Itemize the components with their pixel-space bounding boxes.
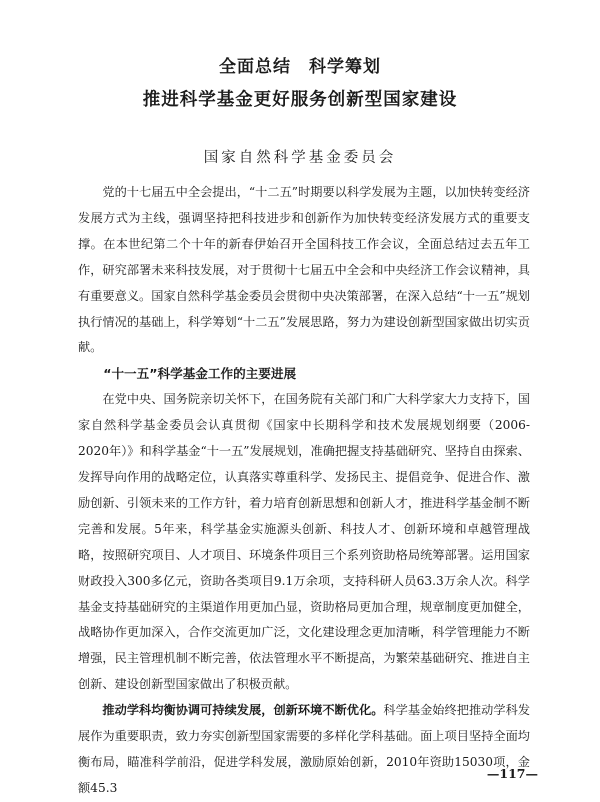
page-number: —117— — [486, 766, 538, 781]
paragraph-lead: 推动学科均衡协调可持续发展，创新环境不断优化。 — [102, 703, 384, 718]
article-body — [78, 180, 530, 802]
author: 国家自然科学基金委员会 — [203, 150, 397, 166]
paragraph-intro: 党的十七届五中全会提出，“十二五”时期要以科学发展为主题，以加快转变经济发展方式为主线，强调坚持把科技进步和创新作为加快转变经济发展方式的重要支撑。在本世纪第二个十年的新春伊始召开全国科技工作会议，全面总结过去五年工作，研究部署未来科技发展，对于贯彻十七届五中全会和中央经济工作会议精神，具有重要意义。国家自然科学基金委员会贯彻中央决策部署，在深入总结“十一五”规划执行情况的基础上，科学筹划“十二五”发展思路，努力为建设创新型国家做出切实贡献。 — [78, 185, 530, 355]
section-heading: “十一五”科学基金工作的主要进展 — [103, 366, 297, 382]
paragraph-progress: 在党中央、国务院亲切关怀下，在国务院有关部门和广大科学家大力支持下，国家自然科学基金委员会认真贯彻《国家中长期科学和技术发展规划纲要（2006-2020年）》和科学基金“十一五”发展规划，准确把握支持基础研究、坚持自由探索、发挥导向作用的战略定位，认真落实尊重科学、发扬民主、提倡竞争、促进合作、激励创新、引领未来的工作方针，着力培育创新思想和创新人才，推进科学基金制不断完善和发展。5年来，科学基金实施源头创新、科技人才、创新环境和卓越管理战略，按照研究项目、人才项目、环境条件项目三个系列资助格局统筹部署。运用国家财政投入300多亿元，资助各类项目9.1万余项，支持科研人员63.3万余人次。科学基金支持基础研究的主渠道作用更加凸显，资助格局更加合理，规章制度更加健全，战略协作更加深入，合作交流更加广泛，文化建设理念更加清晰，科学管理能力不断增强，民主管理机制不断完善，依法管理水平不断提高，为繁荣基础研究、推进自主创新、建设创新型国家做出了积极贡献。 — [78, 392, 530, 692]
title-line-2: 推进科学基金更好服务创新型国家建设 — [142, 90, 458, 110]
paragraph-disciplines — [78, 698, 530, 802]
paragraph-text: 科学基金始终把推动学科发展作为重要职责，致力夯实创新型国家需要的多样化学科基础。面上项目坚持全面均衡布局，瞄准科学前沿，促进学科发展，激励原始创新，2010年资助15030项，金额45.3 — [78, 703, 531, 795]
title-line-1: 全面总结 科学筹划 — [219, 57, 381, 77]
